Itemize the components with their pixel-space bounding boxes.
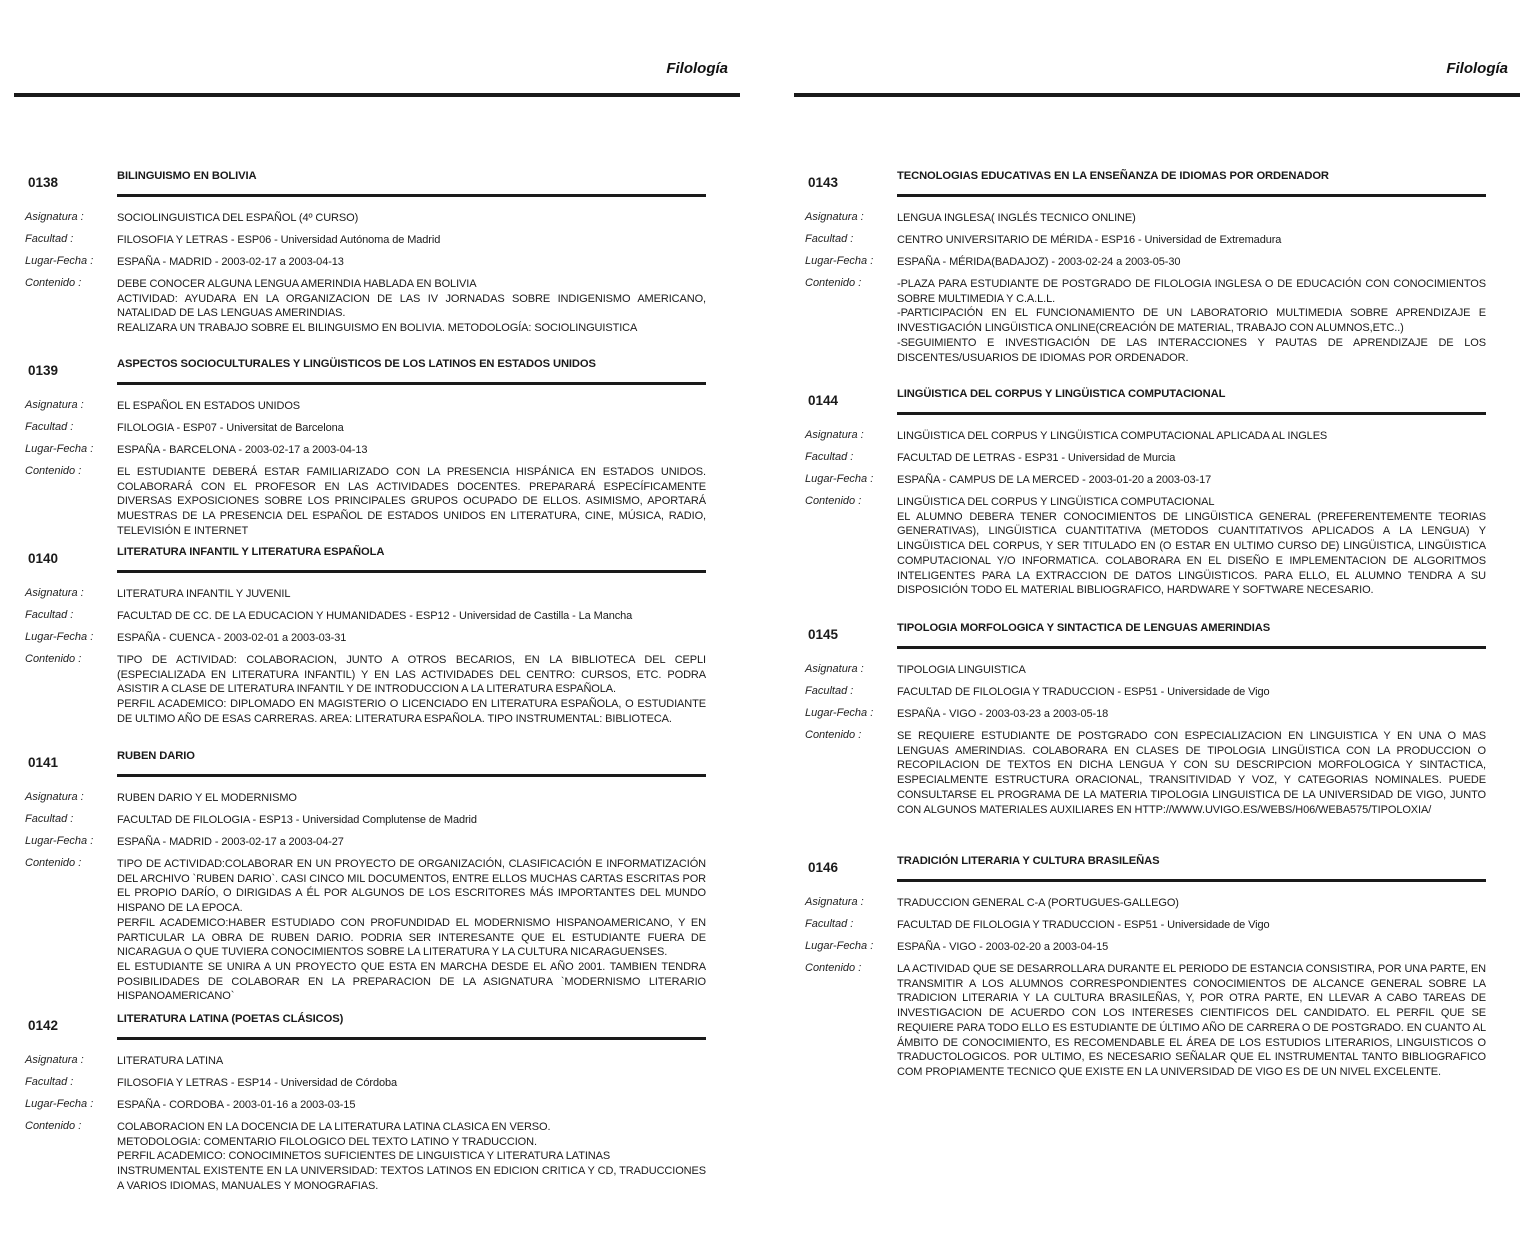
entry-title: LITERATURA LATINA (POETAS CLÁSICOS) [117, 1013, 344, 1025]
field-value-asignatura: LINGÜISTICA DEL CORPUS Y LINGÜISTICA COMPUTACIONAL APLICADA AL INGLES [897, 430, 1328, 442]
entry-title: BILINGUISMO EN BOLIVIA [117, 170, 257, 182]
field-row-contenido [794, 277, 1520, 365]
field-value-facultad: FACULTAD DE FILOLOGIA - ESP13 - Universidad Complutense de Madrid [117, 814, 477, 826]
field-row-asignatura [14, 587, 740, 609]
field-value-lugar-fecha: ESPAÑA - MADRID - 2003-02-17 a 2003-04-13 [117, 256, 344, 268]
page-header-title: Filología [1446, 60, 1508, 77]
field-value-contenido [117, 857, 706, 1004]
field-row-facultad [14, 1076, 740, 1098]
field-value-asignatura: EL ESPAÑOL EN ESTADOS UNIDOS [117, 400, 301, 412]
field-label-facultad: Facultad : [25, 813, 74, 825]
field-label-asignatura: Asignatura : [805, 211, 864, 223]
field-value-contenido [897, 962, 1486, 1080]
field-value-lugar-fecha: ESPAÑA - MADRID - 2003-02-17 a 2003-04-27 [117, 836, 344, 848]
field-value-lugar-fecha: ESPAÑA - VIGO - 2003-03-23 a 2003-05-18 [897, 708, 1109, 720]
field-value-asignatura: LITERATURA LATINA [117, 1055, 224, 1067]
entry-fields [14, 791, 740, 1004]
entry-title-rule [897, 412, 1486, 415]
field-label-lugar-fecha: Lugar-Fecha : [25, 1098, 94, 1110]
field-row-facultad [794, 918, 1520, 940]
field-value-contenido [117, 653, 706, 727]
entry-fields [14, 211, 740, 336]
field-value-lugar-fecha: ESPAÑA - BARCELONA - 2003-02-17 a 2003-04-13 [117, 444, 368, 456]
field-value-asignatura: LITERATURA INFANTIL Y JUVENIL [117, 588, 291, 600]
field-label-facultad: Facultad : [805, 451, 854, 463]
field-label-facultad: Facultad : [805, 233, 854, 245]
field-value-lugar-fecha: ESPAÑA - CORDOBA - 2003-01-16 a 2003-03-15 [117, 1099, 356, 1111]
entry-title: RUBEN DARIO [117, 750, 195, 762]
field-row-asignatura [794, 211, 1520, 233]
contenido-paragraph: EL ALUMNO DEBERA TENER CONOCIMIENTOS DE LINGÜISTICA GENERAL (PREFERENTEMENTE TEORIAS GENERATIVAS), LINGÜISTICA CUANTITATIVA (METODOS CUANTITATIVOS APLICADOS A LA LENGUA) Y LINGÜISTICA DEL CORPUS, Y SER TITULADO EN (O ESTAR EN ULTIMO CURSO DE) LINGÜISTICA, LINGÜISTICA COMPUTACIONAL Y/O INFORMATICA. COLABORARA EN EL DISEÑO E IMPLEMENTACION DE ALGORITMOS INTELIGENTES PARA LA EXTRACCION DE DATOS LINGÜISTICOS. PARA ELLO, EL ALUMNO TENDRA A SU DISPOSICIÓN TODO EL MATERIAL BIBLIOGRAFICO, HARDWARE Y SOFTWARE NECESARIO. [897, 510, 1486, 597]
entry-fields [794, 211, 1520, 365]
entry-title-rule [117, 774, 706, 777]
field-label-facultad: Facultad : [25, 421, 74, 433]
field-value-asignatura: SOCIOLINGUISTICA DEL ESPAÑOL (4º CURSO) [117, 212, 359, 224]
field-row-lugar-fecha [794, 255, 1520, 277]
entry-code: 0144 [808, 393, 839, 408]
entry-title-rule [897, 646, 1486, 649]
field-label-lugar-fecha: Lugar-Fecha : [25, 255, 94, 267]
field-row-facultad [794, 685, 1520, 707]
entry-code: 0142 [28, 1018, 59, 1033]
contenido-paragraph: LA ACTIVIDAD QUE SE DESARROLLARA DURANTE EL PERIODO DE ESTANCIA CONSISTIRA, POR UNA PARTE, EN TRANSMITIR A LOS ALUMNOS CORRESPONDIENTES CONOCIMIENTOS DE ALCANCE GENERAL SOBRE LA TRADICION LITERARIA Y LA CULTURA BRASILEÑAS, Y, POR OTRA PARTE, EN LLEVAR A CABO TAREAS DE INVESTIGACION DE ACUERDO CON LOS INTERESES CIENTIFICOS DEL CANDIDATO. EL PERFIL QUE SE REQUIERE PARA TODO ELLO ES ESTUDIANTE DE ÚLTIMO AÑO DE CARRERA O DE POSTGRADO. EN CUANTO AL ÁMBITO DE CONOCIMIENTO, ES RECOMENDABLE EL ÁREA DE LOS ESTUDIOS LITERARIOS, LINGUISTICOS O TRADUCTOLOGICOS. POR ULTIMO, ES NECESARIO SEÑALAR QUE EL INSTRUMENTAL TANTO BIBLIOGRAFICO COM PROPIAMENTE TECNICO QUE EXISTE EN LA UNIVERSIDAD DE VIGO ES DE UN NIVEL EXCELENTE. [897, 963, 1486, 1078]
field-label-lugar-fecha: Lugar-Fecha : [805, 255, 874, 267]
field-row-contenido [14, 1120, 740, 1194]
field-row-lugar-fecha [14, 1098, 740, 1120]
field-value-contenido [897, 277, 1486, 365]
field-value-lugar-fecha: ESPAÑA - CUENCA - 2003-02-01 a 2003-03-31 [117, 632, 347, 644]
contenido-paragraph: EL ESTUDIANTE DEBERÁ ESTAR FAMILIARIZADO CON LA PRESENCIA HISPÁNICA EN ESTADOS UNIDOS. COLABORARÁ CON EL PROFESOR EN LAS ACTIVIDADES DOCENTES. PREPARARÁ ESPECÍFICAMENTE DIVERSAS EXPOSICIONES SOBRE LOS PRINCIPALES GRUPOS OCUPADO DE ELLOS. ASIMISMO, APORTARÁ MUESTRAS DE LA PRESENCIA DEL ESPAÑOL DE ESTADOS UNIDOS EN LITERATURA, CINE, MÚSICA, RADIO, TELEVISIÓN E INTERNET [117, 466, 706, 537]
entry-code: 0143 [808, 175, 839, 190]
contenido-paragraph: INSTRUMENTAL EXISTENTE EN LA UNIVERSIDAD: TEXTOS LATINOS EN EDICION CRITICA Y CD, TRADUCCIONES A VARIOS IDIOMAS, MANUALES Y MONOGRAFIAS. [117, 1165, 706, 1192]
field-row-contenido [14, 857, 740, 1004]
field-value-asignatura: LENGUA INGLESA( INGLÉS TECNICO ONLINE) [897, 212, 1136, 224]
entry-title: ASPECTOS SOCIOCULTURALES Y LINGÜISTICOS DE LOS LATINOS EN ESTADOS UNIDOS [117, 358, 596, 370]
field-row-asignatura [14, 211, 740, 233]
field-value-facultad: CENTRO UNIVERSITARIO DE MÉRIDA - ESP16 - Universidad de Extremadura [897, 234, 1282, 246]
field-label-lugar-fecha: Lugar-Fecha : [25, 631, 94, 643]
field-label-asignatura: Asignatura : [25, 1054, 84, 1066]
field-label-contenido: Contenido : [25, 465, 82, 477]
field-label-facultad: Facultad : [25, 233, 74, 245]
entry-fields [14, 399, 740, 539]
field-value-asignatura: TRADUCCION GENERAL C-A (PORTUGUES-GALLEGO) [897, 897, 1179, 909]
field-row-lugar-fecha [794, 473, 1520, 495]
entry-fields [794, 429, 1520, 598]
field-row-facultad [794, 233, 1520, 255]
field-label-asignatura: Asignatura : [25, 587, 84, 599]
contenido-paragraph: DEBE CONOCER ALGUNA LENGUA AMERINDIA HABLADA EN BOLIVIA [117, 278, 477, 290]
field-label-facultad: Facultad : [25, 609, 74, 621]
field-label-contenido: Contenido : [25, 857, 82, 869]
entry-title-rule [117, 570, 706, 573]
contenido-paragraph: COLABORACION EN LA DOCENCIA DE LA LITERATURA LATINA CLASICA EN VERSO. [117, 1121, 551, 1133]
field-label-contenido: Contenido : [805, 729, 862, 741]
field-row-asignatura [14, 399, 740, 421]
contenido-paragraph: -PLAZA PARA ESTUDIANTE DE POSTGRADO DE FILOLOGIA INGLESA O DE EDUCACIÓN CON CONOCIMIENTOS SOBRE MULTIMEDIA Y C.A.L.L. [897, 278, 1486, 305]
field-row-contenido [794, 962, 1520, 1080]
entry-fields [14, 587, 740, 727]
field-row-facultad [14, 233, 740, 255]
entry-title: LITERATURA INFANTIL Y LITERATURA ESPAÑOLA [117, 546, 385, 558]
contenido-paragraph: EL ESTUDIANTE SE UNIRA A UN PROYECTO QUE ESTA EN MARCHA DESDE EL AÑO 2001. TAMBIEN TENDRA POSIBILIDADES DE COLABORAR EN LA PREPARACION DE LA ASIGNATURA `MODERNISMO LITERARIO HISPANOAMERICANO` [117, 960, 706, 1003]
field-value-contenido [117, 277, 706, 336]
header-rule [794, 93, 1520, 97]
field-label-facultad: Facultad : [805, 685, 854, 697]
field-value-asignatura: TIPOLOGIA LINGUISTICA [897, 664, 1026, 676]
entry-title-rule [897, 194, 1486, 197]
field-label-contenido: Contenido : [805, 962, 862, 974]
entry-title-rule [117, 382, 706, 385]
field-row-contenido [14, 653, 740, 727]
field-label-lugar-fecha: Lugar-Fecha : [25, 443, 94, 455]
entry-title: TECNOLOGIAS EDUCATIVAS EN LA ENSEÑANZA DE IDIOMAS POR ORDENADOR [897, 170, 1329, 182]
entry-code: 0146 [808, 860, 839, 875]
field-value-facultad: FACULTAD DE FILOLOGIA Y TRADUCCION - ESP51 - Universidade de Vigo [897, 919, 1270, 931]
entry-title: TRADICIÓN LITERARIA Y CULTURA BRASILEÑAS [897, 855, 1160, 867]
field-value-facultad: FILOSOFIA Y LETRAS - ESP14 - Universidad de Córdoba [117, 1077, 398, 1089]
field-row-contenido [14, 277, 740, 336]
field-row-lugar-fecha [14, 443, 740, 465]
contenido-paragraph: METODOLOGIA: COMENTARIO FILOLOGICO DEL TEXTO LATINO Y TRADUCCION. [117, 1135, 537, 1148]
contenido-paragraph: LINGÜISTICA DEL CORPUS Y LINGÜISTICA COMPUTACIONAL [897, 496, 1215, 508]
field-row-lugar-fecha [14, 631, 740, 653]
field-label-contenido: Contenido : [805, 495, 862, 507]
field-label-facultad: Facultad : [25, 1076, 74, 1088]
entry-title-rule [117, 1037, 706, 1040]
field-value-facultad: FACULTAD DE LETRAS - ESP31 - Universidad de Murcia [897, 452, 1176, 464]
field-row-lugar-fecha [14, 255, 740, 277]
field-value-facultad: FACULTAD DE FILOLOGIA Y TRADUCCION - ESP51 - Universidade de Vigo [897, 686, 1270, 698]
field-label-contenido: Contenido : [25, 1120, 82, 1132]
field-label-contenido: Contenido : [25, 277, 82, 289]
field-label-lugar-fecha: Lugar-Fecha : [805, 940, 874, 952]
field-row-lugar-fecha [14, 835, 740, 857]
field-row-facultad [14, 609, 740, 631]
field-row-facultad [794, 451, 1520, 473]
field-row-asignatura [794, 663, 1520, 685]
field-label-asignatura: Asignatura : [25, 211, 84, 223]
field-label-asignatura: Asignatura : [25, 399, 84, 411]
field-row-asignatura [794, 896, 1520, 918]
field-value-lugar-fecha: ESPAÑA - CAMPUS DE LA MERCED - 2003-01-20 a 2003-03-17 [897, 474, 1212, 486]
entry-title: LINGÜISTICA DEL CORPUS Y LINGÜISTICA COMPUTACIONAL [897, 388, 1226, 400]
field-row-contenido [794, 495, 1520, 598]
field-label-asignatura: Asignatura : [805, 896, 864, 908]
field-value-contenido [897, 495, 1486, 598]
field-label-lugar-fecha: Lugar-Fecha : [805, 473, 874, 485]
entry-title-rule [117, 194, 706, 197]
field-value-contenido [117, 465, 706, 539]
contenido-paragraph: TIPO DE ACTIVIDAD: COLABORACION, JUNTO A OTROS BECARIOS, EN LA BIBLIOTECA DEL CEPLI (ESPECIALIZADA EN LITERATURA INFANTIL) Y EN LAS ACTIVIDADES DEL CENTRO: CURSOS, ETC. PODRA ASISTIR A CLASE DE LITERATURA INFANTIL Y DE INTRODUCCION A LA LITERATURA ESPAÑOLA. [117, 654, 706, 696]
field-row-asignatura [14, 1054, 740, 1076]
contenido-paragraph: ACTIVIDAD: AYUDARA EN LA ORGANIZACION DE LAS IV JORNADAS SOBRE INDIGENISMO AMERICANO, NATALIDAD DE LAS LENGUAS AMERINDIAS. [117, 292, 706, 320]
field-row-lugar-fecha [794, 940, 1520, 962]
entry-title-rule [897, 879, 1486, 882]
field-row-asignatura [14, 791, 740, 813]
entry-fields [794, 663, 1520, 817]
entry-code: 0145 [808, 627, 839, 642]
field-row-contenido [14, 465, 740, 539]
header-rule [14, 93, 740, 97]
entry-code: 0140 [28, 551, 59, 566]
right-page [794, 0, 1520, 1238]
field-row-facultad [14, 421, 740, 443]
contenido-paragraph: PERFIL ACADEMICO:HABER ESTUDIADO CON PROFUNDIDAD EL MODERNISMO HISPANOAMERICANO, Y EN PARTICULAR LA OBRA DE RUBEN DARIO. PODRIA SER INTERESANTE QUE EL ESTUDIANTE FUERA DE NICARAGUA O QUE TUVIERA CONOCIMIENTOS SOBRE LA LITERATURA Y LA CULTURA NICARAGUENSES. [117, 916, 706, 959]
entry-code: 0139 [28, 363, 59, 378]
field-label-contenido: Contenido : [25, 653, 82, 665]
field-label-lugar-fecha: Lugar-Fecha : [805, 707, 874, 719]
contenido-paragraph: PERFIL ACADEMICO: CONOCIMINETOS SUFICIENTES DE LINGUISTICA Y LITERATURA LATINAS [117, 1150, 611, 1163]
field-value-contenido [117, 1120, 706, 1194]
field-value-lugar-fecha: ESPAÑA - VIGO - 2003-02-20 a 2003-04-15 [897, 941, 1109, 953]
field-value-facultad: FACULTAD DE CC. DE LA EDUCACION Y HUMANIDADES - ESP12 - Universidad de Castilla - La Mancha [117, 610, 633, 622]
field-label-lugar-fecha: Lugar-Fecha : [25, 835, 94, 847]
contenido-paragraph: REALIZARA UN TRABAJO SOBRE EL BILINGUISMO EN BOLIVIA. METODOLOGÍA: SOCIOLINGUISTICA [117, 322, 638, 335]
field-row-lugar-fecha [794, 707, 1520, 729]
entry-code: 0141 [28, 755, 59, 770]
left-page [14, 0, 740, 1238]
page-header-title: Filología [666, 60, 728, 77]
contenido-paragraph: -SEGUIMIENTO E INVESTIGACIÓN DE LAS INTERACCIONES Y PAUTAS DE APRENDIZAJE DE LOS DISCENTES/USUARIOS DE IDIOMAS POR ORDENADOR. [897, 336, 1486, 364]
field-label-facultad: Facultad : [805, 918, 854, 930]
field-value-lugar-fecha: ESPAÑA - MÉRIDA(BADAJOZ) - 2003-02-24 a 2003-05-30 [897, 256, 1181, 268]
contenido-paragraph: SE REQUIERE ESTUDIANTE DE POSTGRADO CON ESPECIALIZACION EN LINGUISTICA Y EN UNA O MAS LENGUAS AMERINDIAS. COLABORARA EN CLASES DE TIPOLOGIA LINGÜISTICA CON LA PRODUCCION O RECOPILACION DE TEXTOS EN DICHA LENGUA Y CON SU DESCRIPCION MORFOLOGICA Y SINTACTICA, ESPECIALMENTE ESTRUCTURA ORACIONAL, TRANSITIVIDAD Y VOZ, Y CATEGORIAS NOMINALES. PUEDE CONSULTARSE EL PROGRAMA DE LA MATERIA TIPOLOGIA LINGUISTICA DE LA UNIVERSIDAD DE VIGO, JUNTO CON ALGUNOS MATERIALES AUXILIARES EN HTTP://WWW.UVIGO.ES/WEBS/H06/WEBA575/TIPOLOXIA/ [897, 730, 1486, 816]
entry-code: 0138 [28, 175, 59, 190]
field-label-contenido: Contenido : [805, 277, 862, 289]
entry-fields [14, 1054, 740, 1194]
field-value-asignatura: RUBEN DARIO Y EL MODERNISMO [117, 792, 297, 804]
field-row-facultad [14, 813, 740, 835]
field-row-asignatura [794, 429, 1520, 451]
field-value-facultad: FILOLOGIA - ESP07 - Universitat de Barcelona [117, 422, 344, 434]
field-label-asignatura: Asignatura : [805, 429, 864, 441]
field-label-asignatura: Asignatura : [25, 791, 84, 803]
contenido-paragraph: TIPO DE ACTIVIDAD:COLABORAR EN UN PROYECTO DE ORGANIZACIÓN, CLASIFICACIÓN E INFORMATIZACIÓN DEL ARCHIVO `RUBEN DARIO`. CASI CINCO MIL DOCUMENTOS, ENTRE ELLOS MUCHAS CARTAS ESCRITAS POR EL PROPIO DARÍO, O DIRIGIDAS A ÉL POR ALGUNOS DE LOS ESCRITORES MÁS IMPORTANTES DEL MUNDO HISPANO DE LA EPOCA. [117, 858, 706, 915]
contenido-paragraph: -PARTICIPACIÓN EN EL FUNCIONAMIENTO DE UN LABORATORIO MULTIMEDIA SOBRE APRENDIZAJE E INVESTIGACIÓN LINGÜISTICA ONLINE(CREACIÓN DE MATERIAL, TRABAJO CON ALUMNOS,ETC..) [897, 307, 1486, 335]
field-value-contenido [897, 729, 1486, 817]
field-row-contenido [794, 729, 1520, 817]
field-value-facultad: FILOSOFIA Y LETRAS - ESP06 - Universidad Autónoma de Madrid [117, 234, 441, 246]
contenido-paragraph: PERFIL ACADEMICO: DIPLOMADO EN MAGISTERIO O LICENCIADO EN LITERATURA ESPAÑOLA, O ESTUDIANTE DE ULTIMO AÑO DE ESAS CARRERAS. AREA: LITERATURA ESPAÑOLA. TIPO INSTRUMENTAL: BIBLIOTECA. [117, 698, 706, 725]
field-label-asignatura: Asignatura : [805, 663, 864, 675]
entry-title: TIPOLOGIA MORFOLOGICA Y SINTACTICA DE LENGUAS AMERINDIAS [897, 622, 1271, 634]
entry-fields [794, 896, 1520, 1080]
